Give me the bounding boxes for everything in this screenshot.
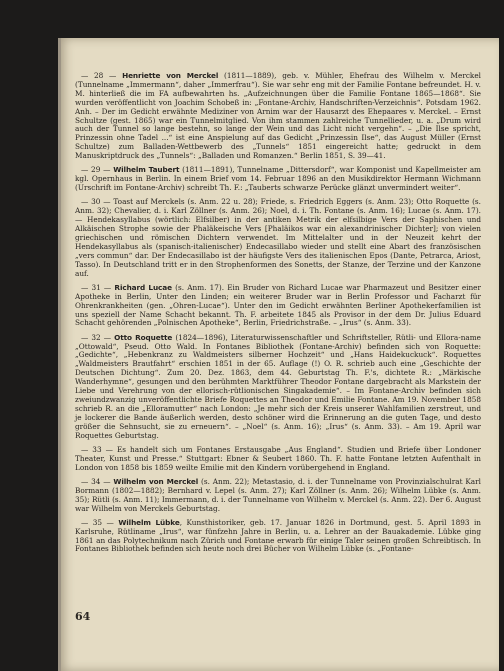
note-text: (s. Anm. 17). Ein Bruder von Richard Lucae war Pharmazeut und Besitzer einer Apotheke in Berlin, Unter den Linden; ein weiterer Bruder war in Berlin Professor und Facharzt für Ohrenkrankheiten (gen. „Ohren-Lucae“). Unter den im Gedicht erwähnten Berliner Apothekerfamilien ist uns speziell der Name Schacht bekannt. Th. F. arbeitete 1845 als Provisor in der dem Dr. Julius Eduard Schacht gehörenden „Polnischen Apotheke“, Berlin, Friedrichstraße. – „Irus“ (s. Anm. 33).: [75, 282, 481, 328]
note-number: — 28 —: [81, 71, 117, 80]
note-number: — 34 —: [81, 476, 111, 486]
note-28: [75, 72, 481, 161]
notes-text-block: [75, 72, 481, 560]
book-page: [58, 38, 499, 671]
page-gutter-edge: [58, 38, 61, 671]
note-name: Wilhelm von Merckel: [113, 476, 199, 486]
note-name: Richard Lucae: [114, 282, 172, 292]
note-text: (1811—1891), Tunnelname „Dittersdorf“, war Komponist und Kapellmeister am kgl. Opernhaus in Berlin. In einem Brief vom 14. Februar 1896 an den Musikdirektor Hermann Wichmann (Urschrift im Fontane-Archiv) schreibt Th. F.: „Tauberts schwarze Perücke glänzt unvermindert weiter“.: [75, 165, 481, 193]
note-32: [75, 334, 481, 441]
note-text: Kunsthistoriker, geb. 17. Januar 1826 in Dortmund, gest. 5. April 1893 in Karlsruhe, Rütliname „Irus“, war fünfzehn Jahre in Berlin, u. a. Lehrer an der Bauakademie. Lübke ging 1861 an das Polytechnikum nach Zürich und Fontane erwarb für einige Taler seinen großen Schreibtisch. In Fontanes Bibliothek befinden sich heute noch drei Bücher von Wilhelm Lübke (s. „Fontane-: [75, 517, 482, 554]
note-number: — 31 —: [81, 282, 112, 292]
note-number: — 30 —: [81, 197, 111, 207]
note-30: [75, 198, 481, 278]
note-number: — 33 —: [81, 444, 113, 454]
note-name: Wilhelm Lübke: [118, 517, 180, 527]
note-number: — 29 —: [81, 165, 111, 175]
note-text: (1811—1889), geb. v. Mühler, Ehefrau des Wilhelm v. Merckel (Tunnelname „Immermann“, daher „Immerfrau“). Sie war sehr eng mit der Familie Fontane befreundet. H. v. M. hinterließ die im FA aufbewahrten hs. „Aufzeichnungen über die Familie Fontane 1865—1868“. Sie wurden veröffentlicht von Joachim Schobeß in: „Fontane-Archiv, Handschriften-Verzeichnis“. Potsdam 1962. Anh. – Der im Gedicht erwähnte Mediziner von Arnim war der Hausarzt des Ehepaares v. Merckel. – Ernst Schultze (gest. 1865) war ein Tunnelmitglied. Von ihm stammen zahlreiche Tunnellieder, u. a. „Drum wird auch der Tunnel so lange bestehn, so lange der Wein und das Licht nicht vergehn“. – „Die Ilse spricht, Prinzessin ohne Tadel ...“ ist eine Anspielung auf das Gedicht „Prinzessin Ilse“, das August Müller (Ernst Schultze) zum Balladen-Wettbewerb des „Tunnels“ 1851 eingereicht hatte; gedruckt in dem Manuskriptdruck des „Tunnels“: „Balladen und Romanzen.“ Berlin 1851, S. 39—41.: [75, 71, 481, 161]
note-name: Otto Roquette: [114, 332, 173, 342]
note-text: (1824—1896), Literaturwissenschaftler und Schriftsteller, Rütli- und Ellora-name „Ottowald“, Pseud. Otto Wald. In Fontanes Bibliothek (Fontane-Archiv) befinden sich von Roquette: „Gedichte“, „Hebenkranz zu Waldmeisters silberner Hochzeit“ und „Hans Haidekuckuck“. Roquettes „Waldmeisters Brautfahrt“ erschien 1851 in der 65. Auflage (!) O. R. schrieb auch eine „Geschichte der Deutschen Dichtung“. Zum 20. Dez. 1863, dem 44. Geburtstag Th. F.'s, dichtete R.: „Märkische Wanderhymne“, gesungen und den berühmten Marktführer Theodor Fontane dargebracht als Markstein der Liebe und Verehrung von der ellorisch-rütlionischen Singakademie“. – Im Fontane-Archiv befinden sich zweiundzwanzig unveröffentlichte Briefe Roquettes an Theodor und Emilie Fontane. Am 19. November 1858 schrieb R. an die „Elloramutter“ nach London: „Je mehr sich der Kreis unserer Wahlfamilien zerstreut, und je lockerer die Bande äußerlich werden, desto schöner wird die Erinnerung an die guten Tage, und desto größer die Sehnsucht, sie zu erneuern“. – „Noel“ (s. Anm. 16); „Irus“ (s. Anm. 33). – Am 19. April war Roquettes Geburtstag.: [75, 332, 481, 440]
note-name: Wilhelm Taubert: [113, 165, 180, 175]
note-number: — 35 —: [81, 517, 114, 527]
note-number: — 32 —: [81, 332, 112, 342]
note-31: [75, 284, 481, 329]
note-text: (s. Anm. 22); Metastasio, d. i. der Tunnelname von Provinzialschulrat Karl Bormann (1802—1882); Bernhard v. Lepel (s. Anm. 27); Karl Zöllner (s. Anm. 26); Wilhelm Lübke (s. Anm. 35); Rütli (s. Anm. 11); Immermann, d. i. der Tunnelname von Wilhelm v. Merckel (s. Anm. 22). Der 6. August war Wilhelm von Merckels Geburtstag.: [75, 476, 481, 513]
note-33: [75, 446, 481, 473]
note-name: Henriette von Merckel: [122, 71, 219, 80]
note-29: [75, 166, 481, 193]
note-35: — 35 — Wilhelm Lübke, Kunsthistoriker, geb. 17. Januar 1826 in Dortmund, gest. 5. April 1893 in Karlsruhe, Rütliname „Irus“, war fünfzehn Jahre in Berlin, u. a. Lehrer an der Bauakademie. Lübke ging 1861 an das Polytechnikum nach Zürich und Fontane erwarb für einige Taler seinen großen Schreibtisch. In Fontanes Bibliothek befinden sich heute noch drei Bücher von Wilhelm Lübke (s. „Fontane-: [75, 517, 482, 554]
note-text: Toast auf Merckels (s. Anm. 22 u. 28); Friede, s. Friedrich Eggers (s. Anm. 23); Otto Roquette (s. Anm. 32); Chevalier, d. i. Karl Zöllner (s. Anm. 26); Noel, d. i. Th. Fontane (s. Anm. 16); Lucae (s. Anm. 17). — Hendekasyllabus (wörtlich: Elfsilber) in der antiken Metrik der elfsilbige Vers der Saphischen und Alkäischen Strophe sowie der Phaläkeische Vers [Phaläikos war ein alexandrinischer Dichter]; von vielen griechischen und römischen Dichtern verwendet. Im Mittelalter und in der Neuzeit kehrt der Hendekasyllabus als (spanisch-italienischer) Endecasillabo wieder und stellt eine Abart des französischen „vers commun“ dar. Der Endecasillabo ist der häufigste Vers des italienischen Epos (Dante, Petrarca, Ariost, Tasso). In Deutschland tritt er in den Strophenformen des Sonetts, der Stanze, der Terzine und der Kanzone auf.: [75, 197, 481, 278]
page-number: 64: [75, 610, 91, 623]
note-text: Es handelt sich um Fontanes Erstausgabe „Aus England“. Studien und Briefe über Londoner Theater, Kunst und Presse.“ Stuttgart: Ebner & Seubert 1860. Th. F. hatte Fontane letzten Aufenthalt in London von 1858 bis 1859 weilte Emilie mit den Kindern vorübergehend in England.: [75, 444, 481, 472]
note-34: [75, 478, 481, 514]
